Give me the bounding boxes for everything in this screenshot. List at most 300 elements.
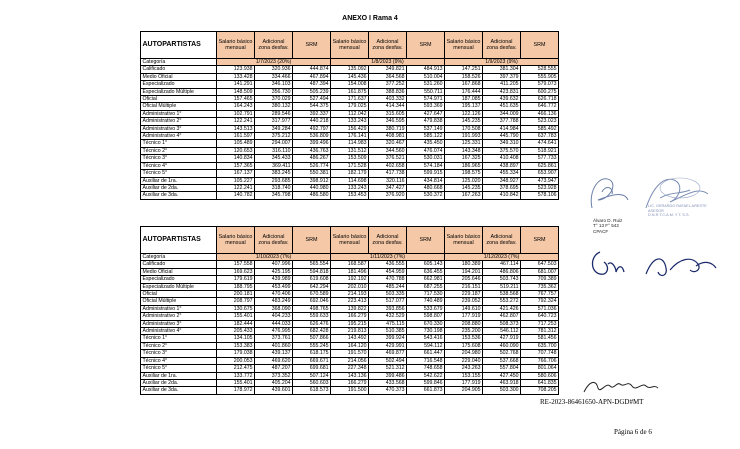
value-cell: 555.245	[293, 342, 331, 349]
value-cell: 133.428	[217, 73, 255, 80]
value-cell: 519.211	[483, 283, 521, 290]
value-cell: 368.090	[255, 305, 293, 312]
value-cell: 439.632	[483, 96, 521, 103]
value-cell: 646.772	[521, 103, 559, 110]
value-cell: 466.136	[521, 110, 559, 117]
value-cell: 169.623	[217, 268, 255, 275]
value-cell: 194.201	[445, 268, 483, 275]
category-cell: Oficial Múltiple	[141, 103, 217, 110]
category-cell: Administrativo 2°	[141, 118, 217, 125]
value-cell: 122.241	[217, 184, 255, 191]
table-row	[141, 184, 559, 191]
value-cell: 154.008	[331, 81, 369, 88]
value-cell: 171.528	[331, 162, 369, 169]
value-cell: 417.738	[369, 170, 407, 177]
value-cell: 364.568	[369, 73, 407, 80]
value-cell: 546.112	[483, 328, 521, 335]
value-cell: 594.112	[407, 342, 445, 349]
value-cell: 470.406	[255, 291, 293, 298]
value-cell: 229.040	[445, 357, 483, 364]
value-cell: 347.427	[369, 184, 407, 191]
category-cell: Administrativo 1°	[141, 305, 217, 312]
category-cell: Técnico 5°	[141, 365, 217, 372]
value-cell: 486.806	[483, 268, 521, 275]
table-row	[141, 147, 559, 154]
value-cell: 334.466	[255, 73, 293, 80]
value-cell: 318.740	[255, 184, 293, 191]
value-cell: 349.310	[483, 140, 521, 147]
value-cell: 214.193	[331, 291, 369, 298]
value-cell: 574.971	[407, 96, 445, 103]
value-cell: 730.198	[407, 328, 445, 335]
value-cell: 429.991	[369, 342, 407, 349]
period-header: 1/8/2023 (9%)	[331, 59, 445, 66]
value-cell: 380.132	[255, 103, 293, 110]
period-row	[141, 59, 559, 66]
category-header: Categoría	[141, 254, 217, 261]
value-cell: 403.332	[369, 96, 407, 103]
value-cell: 669.671	[293, 357, 331, 364]
value-cell: 585.492	[521, 125, 559, 132]
value-cell: 143.492	[331, 335, 369, 342]
value-cell: 460.090	[483, 342, 521, 349]
value-cell: 168.587	[331, 261, 369, 268]
value-cell: 105.489	[217, 140, 255, 147]
column-header: Adicional zona desfav.	[369, 32, 407, 59]
value-cell: 145.235	[445, 118, 483, 125]
value-cell: 716.548	[407, 357, 445, 364]
value-cell: 748.658	[407, 365, 445, 372]
value-cell: 438.897	[483, 162, 521, 169]
column-header: Salario básico mensual	[445, 227, 483, 254]
table-row	[141, 283, 559, 290]
column-header: Adicional zona desfav.	[255, 227, 293, 254]
value-cell: 544.375	[293, 103, 331, 110]
category-cell: Oficial	[141, 96, 217, 103]
value-cell: 479.838	[407, 118, 445, 125]
stamp-line-2: ASESOR	[648, 208, 664, 213]
value-cell: 176.141	[331, 133, 369, 140]
value-cell: 767.757	[521, 291, 559, 298]
value-cell: 399.496	[293, 140, 331, 147]
value-cell: 130.675	[217, 305, 255, 312]
value-cell: 474.641	[521, 140, 559, 147]
value-cell: 425.195	[255, 268, 293, 275]
value-cell: 214.056	[331, 357, 369, 364]
column-header: Adicional zona desfav.	[483, 32, 521, 59]
value-cell: 122.241	[217, 118, 255, 125]
value-cell: 182.444	[217, 320, 255, 327]
signature-top-left-icon	[584, 170, 634, 215]
value-cell: 191.570	[331, 350, 369, 357]
category-cell: Auxiliar de 3da.	[141, 192, 217, 199]
value-cell: 243.263	[445, 365, 483, 372]
value-cell: 560.603	[293, 379, 331, 386]
value-cell: 316.110	[255, 147, 293, 154]
value-cell: 181.496	[331, 268, 369, 275]
value-cell: 156.429	[331, 125, 369, 132]
value-cell: 503.743	[483, 276, 521, 283]
value-cell: 530.372	[407, 192, 445, 199]
value-cell: 492.797	[293, 125, 331, 132]
value-cell: 435.450	[407, 140, 445, 147]
value-cell: 577.733	[521, 155, 559, 162]
value-cell: 486.267	[293, 155, 331, 162]
value-cell: 208.797	[217, 298, 255, 305]
value-cell: 708.205	[521, 387, 559, 394]
value-cell: 410.842	[483, 192, 521, 199]
value-cell: 381.304	[483, 66, 521, 73]
value-cell: 141.291	[217, 81, 255, 88]
value-cell: 143.348	[445, 147, 483, 154]
value-cell: 191.993	[445, 133, 483, 140]
table-row	[141, 261, 559, 268]
value-cell: 195.137	[445, 103, 483, 110]
value-cell: 204.905	[445, 387, 483, 394]
column-header: Salario básico mensual	[331, 227, 369, 254]
value-cell: 487.207	[255, 365, 293, 372]
value-cell: 518.921	[521, 147, 559, 154]
category-header: Categoría	[141, 59, 217, 66]
category-cell: Técnico 3°	[141, 155, 217, 162]
value-cell: 411.205	[483, 81, 521, 88]
category-cell: Técnico 2°	[141, 147, 217, 154]
value-cell: 376.920	[369, 192, 407, 199]
value-cell: 393.856	[369, 305, 407, 312]
table-row	[141, 162, 559, 169]
value-cell: 485.244	[369, 283, 407, 290]
value-cell: 699.681	[293, 365, 331, 372]
value-cell: 486.580	[293, 192, 331, 199]
category-cell: Técnico 1°	[141, 140, 217, 147]
table-row	[141, 110, 559, 117]
value-cell: 637.783	[521, 133, 559, 140]
value-cell: 202.010	[331, 283, 369, 290]
value-cell: 114.698	[331, 177, 369, 184]
category-cell: Especializado	[141, 276, 217, 283]
value-cell: 662.981	[407, 276, 445, 283]
value-cell: 618.573	[293, 387, 331, 394]
value-cell: 432.529	[369, 313, 407, 320]
value-cell: 179.619	[217, 276, 255, 283]
value-cell: 618.175	[293, 350, 331, 357]
value-cell: 578.106	[521, 192, 559, 199]
category-cell: Especializado Múltiple	[141, 88, 217, 95]
value-cell: 349.284	[255, 125, 293, 132]
value-cell: 166.279	[331, 313, 369, 320]
value-cell: 229.187	[445, 291, 483, 298]
value-cell: 157.365	[217, 162, 255, 169]
stamp-line-1: LIC. GERARDO RAFAEL ARESTE	[648, 204, 707, 208]
value-cell: 503.300	[483, 387, 521, 394]
value-cell: 503.335	[369, 291, 407, 298]
value-cell: 498.765	[293, 305, 331, 312]
value-cell: 565.554	[293, 261, 331, 268]
value-cell: 467.114	[483, 261, 521, 268]
value-cell: 536.809	[293, 133, 331, 140]
value-cell: 219.813	[331, 328, 369, 335]
column-header: Adicional zona desfav.	[369, 227, 407, 254]
table-row	[141, 66, 559, 73]
value-cell: 239.052	[445, 298, 483, 305]
value-cell: 436.763	[293, 147, 331, 154]
value-cell: 120.653	[217, 147, 255, 154]
value-cell: 600.275	[521, 88, 559, 95]
value-cell: 530.031	[407, 155, 445, 162]
value-cell: 717.253	[521, 320, 559, 327]
value-cell: 781.312	[521, 328, 559, 335]
value-cell: 143.136	[331, 372, 369, 379]
salary-table	[140, 226, 559, 395]
value-cell: 200.053	[217, 357, 255, 364]
value-cell: 439.137	[255, 350, 293, 357]
value-cell: 399.486	[369, 372, 407, 379]
table-header-label: AUTOPARTISTAS	[141, 227, 217, 254]
value-cell: 125.020	[445, 177, 483, 184]
value-cell: 383.245	[255, 170, 293, 177]
value-cell: 317.977	[255, 118, 293, 125]
value-cell: 223.413	[331, 298, 369, 305]
value-cell: 346.595	[369, 118, 407, 125]
value-cell: 216.151	[445, 283, 483, 290]
value-cell: 427.919	[483, 335, 521, 342]
value-cell: 125.331	[445, 140, 483, 147]
value-cell: 473.947	[521, 177, 559, 184]
category-cell: Administrativo 3°	[141, 320, 217, 327]
value-cell: 140.782	[217, 192, 255, 199]
value-cell: 550.381	[293, 170, 331, 177]
value-cell: 625.861	[521, 162, 559, 169]
value-cell: 167.263	[445, 192, 483, 199]
signature-bottom-icon	[580, 372, 660, 398]
category-cell: Auxiliar de 1ra.	[141, 177, 217, 184]
category-cell: Auxiliar de 1ra.	[141, 372, 217, 379]
value-cell: 640.723	[521, 313, 559, 320]
value-cell: 717.530	[407, 291, 445, 298]
value-cell: 235.200	[445, 328, 483, 335]
category-cell: Administrativo 4°	[141, 328, 217, 335]
column-header: Salario básico mensual	[331, 32, 369, 59]
value-cell: 599.846	[407, 379, 445, 386]
table-row	[141, 192, 559, 199]
value-cell: 598.807	[407, 313, 445, 320]
value-cell: 687.255	[407, 283, 445, 290]
value-cell: 376.521	[369, 155, 407, 162]
value-cell: 102.791	[217, 110, 255, 117]
value-cell: 149.610	[445, 305, 483, 312]
column-header: SRM	[293, 32, 331, 59]
value-cell: 661.447	[407, 350, 445, 357]
value-cell: 550.711	[407, 88, 445, 95]
period-header: 1/9/2023 (9%)	[445, 59, 559, 66]
value-cell: 349.821	[369, 66, 407, 73]
table-row	[141, 372, 559, 379]
value-cell: 455.334	[483, 170, 521, 177]
value-cell: 555.905	[521, 73, 559, 80]
value-cell: 462.807	[483, 313, 521, 320]
value-cell: 205.433	[217, 328, 255, 335]
salary-table	[140, 31, 559, 200]
value-cell: 641.835	[521, 379, 559, 386]
value-cell: 143.513	[217, 125, 255, 132]
value-cell: 392.337	[293, 110, 331, 117]
value-cell: 476.995	[255, 328, 293, 335]
value-cell: 740.489	[407, 298, 445, 305]
value-cell: 531.260	[407, 81, 445, 88]
value-cell: 434.814	[407, 177, 445, 184]
category-cell: Técnico 5°	[141, 170, 217, 177]
value-cell: 179.038	[217, 350, 255, 357]
value-cell: 378.695	[483, 184, 521, 191]
column-header: Salario básico mensual	[445, 32, 483, 59]
value-cell: 792.324	[521, 298, 559, 305]
category-cell: Administrativo 1°	[141, 110, 217, 117]
value-cell: 537.668	[483, 357, 521, 364]
signature-org: CPACF	[593, 228, 609, 234]
value-cell: 212.475	[217, 365, 255, 372]
category-cell: Administrativo 4°	[141, 133, 217, 140]
value-cell: 205.646	[445, 276, 483, 283]
value-cell: 186.965	[445, 162, 483, 169]
value-cell: 653.907	[521, 170, 559, 177]
value-cell: 182.179	[331, 170, 369, 177]
category-cell: Oficial Múltiple	[141, 298, 217, 305]
value-cell: 574.184	[407, 162, 445, 169]
salary-table-2	[140, 226, 558, 395]
value-cell: 670.589	[293, 291, 331, 298]
value-cell: 670.330	[407, 320, 445, 327]
value-cell: 180.389	[445, 261, 483, 268]
value-cell: 346.103	[255, 81, 293, 88]
value-cell: 178.972	[217, 387, 255, 394]
value-cell: 153.536	[445, 335, 483, 342]
value-cell: 642.294	[293, 283, 331, 290]
value-cell: 187.085	[445, 96, 483, 103]
category-cell: Técnico 4°	[141, 357, 217, 364]
value-cell: 507.124	[293, 372, 331, 379]
value-cell: 707.748	[521, 350, 559, 357]
value-cell: 345.433	[255, 155, 293, 162]
value-cell: 523.928	[521, 184, 559, 191]
value-cell: 157.558	[217, 261, 255, 268]
table-row	[141, 118, 559, 125]
value-cell: 467.894	[293, 73, 331, 80]
table-row	[141, 335, 559, 342]
category-cell: Administrativo 3°	[141, 125, 217, 132]
value-cell: 134.105	[217, 335, 255, 342]
value-cell: 348.927	[483, 177, 521, 184]
value-cell: 122.126	[445, 110, 483, 117]
table-row	[141, 320, 559, 327]
table-row	[141, 350, 559, 357]
table-row	[141, 328, 559, 335]
value-cell: 661.873	[407, 387, 445, 394]
value-cell: 480.668	[407, 184, 445, 191]
value-cell: 538.568	[483, 291, 521, 298]
table-row	[141, 88, 559, 95]
column-header: SRM	[407, 32, 445, 59]
value-cell: 605.143	[407, 261, 445, 268]
value-cell: 444.033	[255, 320, 293, 327]
category-cell: Especializado	[141, 81, 217, 88]
table-row	[141, 305, 559, 312]
value-cell: 133.772	[217, 372, 255, 379]
value-cell: 123.938	[217, 66, 255, 73]
value-cell: 559.633	[293, 313, 331, 320]
value-cell: 375.570	[483, 147, 521, 154]
table-row	[141, 155, 559, 162]
value-cell: 440.980	[293, 184, 331, 191]
column-header: SRM	[293, 227, 331, 254]
table-row	[141, 73, 559, 80]
value-cell: 161.597	[217, 133, 255, 140]
category-cell: Técnico 2°	[141, 342, 217, 349]
value-cell: 681.007	[521, 268, 559, 275]
signature-mid-right-icon	[640, 246, 720, 286]
value-cell: 521.312	[369, 365, 407, 372]
value-cell: 594.818	[293, 268, 331, 275]
value-cell: 579.073	[521, 81, 559, 88]
category-cell: Medio Oficial	[141, 268, 217, 275]
value-cell: 440.218	[293, 118, 331, 125]
category-cell: Medio Oficial	[141, 73, 217, 80]
value-cell: 170.508	[445, 125, 483, 132]
value-cell: 112.042	[331, 110, 369, 117]
category-cell: Calificado	[141, 66, 217, 73]
table-header-row	[141, 32, 559, 59]
value-cell: 388.836	[369, 88, 407, 95]
value-cell: 373.352	[255, 372, 293, 379]
value-cell: 423.831	[483, 88, 521, 95]
value-cell: 105.227	[217, 177, 255, 184]
value-cell: 157.465	[217, 96, 255, 103]
value-cell: 177.919	[445, 379, 483, 386]
value-cell: 475.115	[369, 320, 407, 327]
value-cell: 155.401	[217, 313, 255, 320]
value-cell: 682.428	[293, 328, 331, 335]
salary-table-1	[140, 31, 558, 200]
value-cell: 505.239	[293, 88, 331, 95]
value-cell: 502.494	[369, 357, 407, 364]
table-row	[141, 268, 559, 275]
value-cell: 380.719	[369, 125, 407, 132]
table-row	[141, 387, 559, 394]
value-cell: 401.860	[255, 342, 293, 349]
category-cell: Auxiliar de 3da.	[141, 387, 217, 394]
value-cell: 619.608	[293, 276, 331, 283]
column-header: Salario básico mensual	[217, 32, 255, 59]
value-cell: 528.555	[521, 66, 559, 73]
value-cell: 692.046	[293, 298, 331, 305]
value-cell: 315.605	[369, 110, 407, 117]
table-row	[141, 125, 559, 132]
value-cell: 414.984	[483, 125, 521, 132]
table-row	[141, 170, 559, 177]
table-header-row	[141, 227, 559, 254]
value-cell: 439.989	[255, 276, 293, 283]
value-cell: 399.924	[369, 335, 407, 342]
value-cell: 153.509	[331, 155, 369, 162]
value-cell: 320.467	[369, 140, 407, 147]
table-row	[141, 81, 559, 88]
value-cell: 356.730	[255, 88, 293, 95]
value-cell: 192.192	[331, 276, 369, 283]
signature-registry: T° 13 F° 542	[593, 223, 619, 229]
value-cell: 147.251	[445, 66, 483, 73]
value-cell: 647.503	[521, 261, 559, 268]
value-cell: 801.064	[521, 365, 559, 372]
value-cell: 533.679	[407, 305, 445, 312]
